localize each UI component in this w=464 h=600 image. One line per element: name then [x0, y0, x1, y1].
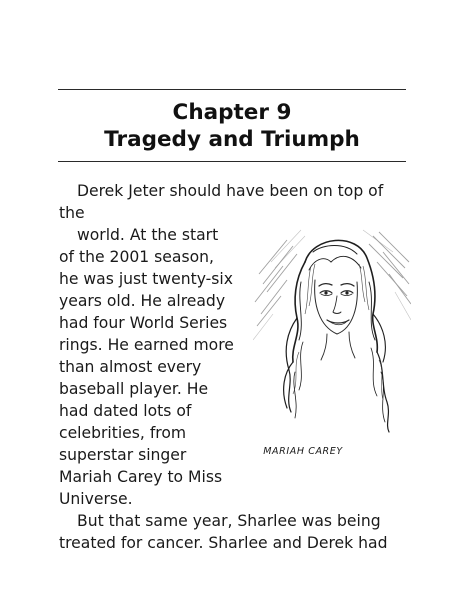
- body-line: Derek Jeter should have been on top of: [77, 182, 384, 200]
- body-line: world. At the start: [77, 226, 219, 244]
- body-line: celebrities, from: [59, 424, 187, 442]
- body-line: superstar singer: [59, 446, 187, 464]
- body-line: than almost every: [59, 358, 202, 376]
- bottom-rule: [58, 161, 406, 162]
- body-line: he was just twenty-six: [59, 270, 233, 288]
- body-line: had dated lots of: [59, 402, 192, 420]
- body-line: Universe.: [59, 490, 133, 508]
- body-line: treated for cancer. Sharlee and Derek had: [59, 534, 388, 552]
- top-rule: [58, 89, 406, 90]
- body-line: rings. He earned more: [59, 336, 234, 354]
- portrait-illustration: [253, 222, 411, 434]
- body-line: years old. He already: [59, 292, 226, 310]
- body-line: Mariah Carey to Miss: [59, 468, 223, 486]
- chapter-number: Chapter 9: [172, 100, 292, 125]
- body-line: But that same year, Sharlee was being: [77, 512, 381, 530]
- body-line: of the 2001 season,: [59, 248, 214, 266]
- body-line: the: [59, 204, 85, 222]
- body-line: baseball player. He: [59, 380, 209, 398]
- figure-caption: MARIAH CAREY: [263, 446, 343, 457]
- chapter-title: Tragedy and Triumph: [104, 127, 360, 152]
- body-line: had four World Series: [59, 314, 228, 332]
